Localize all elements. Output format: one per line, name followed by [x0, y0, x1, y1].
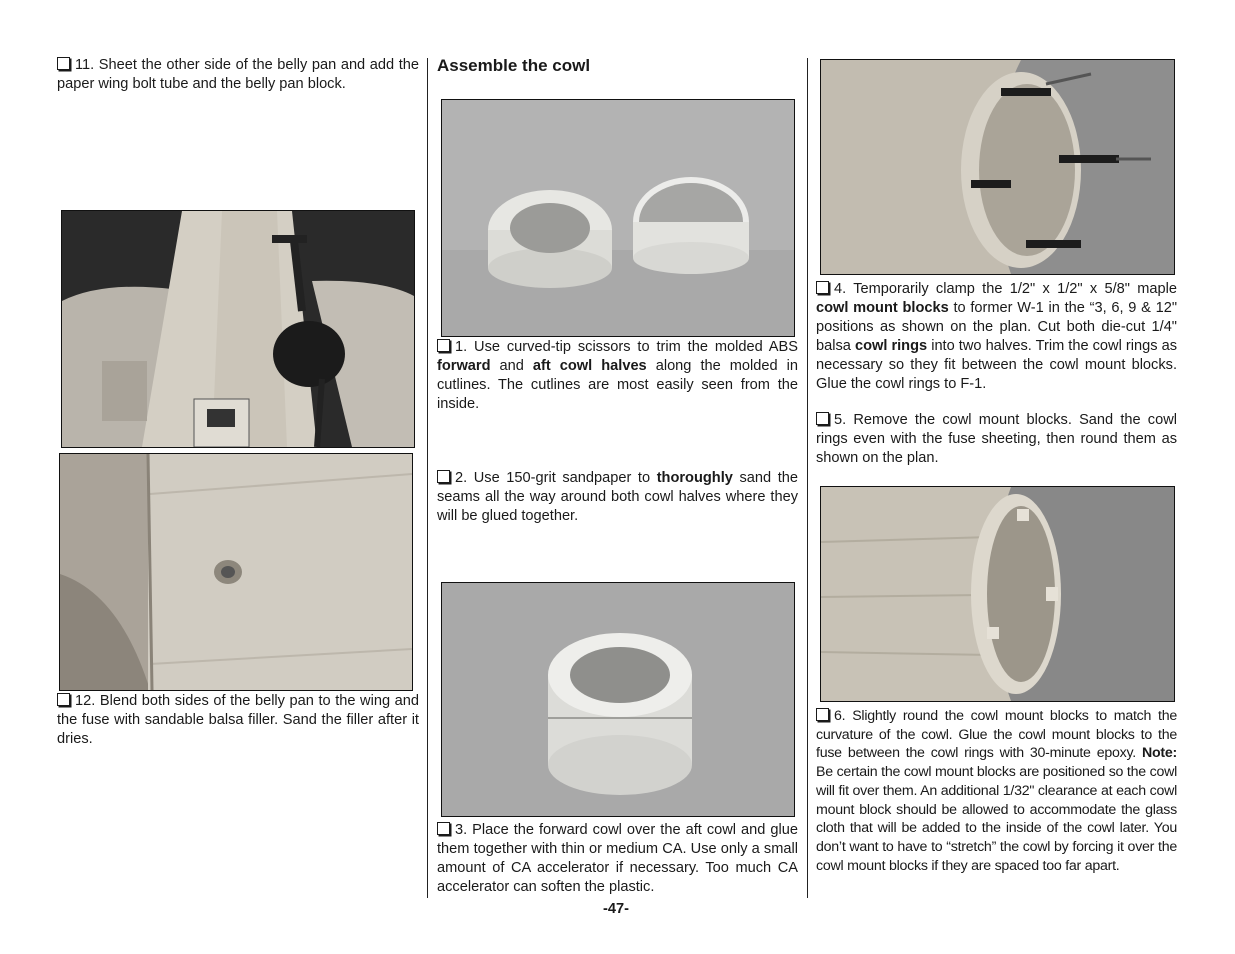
belly-pan-photo-image [62, 211, 414, 447]
photo-belly-pan-blended [59, 453, 413, 691]
step-1-forward: forward [437, 357, 491, 374]
checkbox-icon[interactable] [437, 470, 450, 483]
step-4-text-mid: to former W-1 in the “3, 6, 9 & 12" positions as shown on the plan. Cut both die-cut 1/4" balsa [816, 299, 1177, 354]
step-1-text-mid: and [490, 357, 533, 374]
step-1-text: 1. Use curved-tip scissors to trim the molded ABS [455, 339, 798, 355]
step-4 [816, 280, 1177, 393]
checkbox-icon[interactable] [57, 693, 70, 706]
step-4-cowl-mount-blocks: cowl mount blocks [816, 299, 949, 316]
step-1-aft-cowl: aft cowl halves [532, 357, 647, 374]
checkbox-icon[interactable] [437, 339, 450, 352]
step-11-text: 11. Sheet the other side of the belly pan and add the paper wing bolt tube and the belly pan block. [57, 57, 419, 92]
photo-cowl-rings-glued [820, 486, 1175, 702]
checkbox-icon[interactable] [816, 708, 829, 721]
photo-belly-pan-top [61, 210, 415, 448]
step-6 [816, 707, 1177, 875]
step-12-text: 12. Blend both sides of the belly pan to the wing and the fuse with sandable balsa filler. Sand the filler after it dries. [57, 693, 419, 747]
page-number: -47- [603, 901, 629, 917]
step-3-text: 3. Place the forward cowl over the aft cowl and glue them together with thin or medium CA. Use only a small amount of CA accelerator if necessary. Too much CA accelerator can soften the plastic. [437, 822, 798, 895]
step-11 [57, 56, 419, 94]
step-2-text: 2. Use 150-grit sandpaper to [455, 470, 657, 486]
step-6-text: 6. Slightly round the cowl mount blocks to match the curvature of the cowl. Glue the cowl mount blocks to the fuse between the cowl rings with 30-minute epoxy. [816, 708, 1177, 762]
step-3 [437, 821, 798, 897]
step-2 [437, 469, 798, 526]
checkbox-icon[interactable] [816, 281, 829, 294]
step-6-note: Note: [1141, 745, 1177, 762]
step-6-text-end: Be certain the cowl mount blocks are positioned so the cowl will fit over them. An additional 1/32" clearance at each cowl mount block should be allowed to accommodate the glass cloth that will be added to the inside of the cowl later. You don’t want to have to “stretch” the cowl by forcing it over the cowl mount blocks if they are spaced too far apart. [816, 764, 1177, 874]
belly-pan-blended-image [60, 454, 412, 690]
cowl-rings-glued-image [821, 487, 1174, 701]
step-1 [437, 338, 798, 414]
checkbox-icon[interactable] [437, 822, 450, 835]
step-5 [816, 411, 1177, 468]
step-4-text-end: into two halves. Trim the cowl rings as necessary so they fit between the cowl mount blocks. Glue the cowl rings to F-1. [816, 337, 1178, 392]
cowl-halves-image [442, 100, 794, 336]
step-12 [57, 692, 419, 749]
step-2-text-end: sand the seams all the way around both cowl halves where they will be glued together. [437, 470, 798, 524]
step-2-thoroughly: thoroughly [656, 470, 733, 486]
cowl-blocks-clamped-image [821, 60, 1174, 274]
step-4-cowl-rings: cowl rings [854, 337, 928, 354]
column-divider-left [427, 58, 428, 898]
step-1-text-end: along the molded in cutlines. The cutlines are most easily seen from the inside. [437, 357, 798, 412]
photo-cowl-blocks-clamped [820, 59, 1175, 275]
photo-cowl-halves [441, 99, 795, 337]
checkbox-icon[interactable] [57, 57, 70, 70]
step-5-text: 5. Remove the cowl mount blocks. Sand the cowl rings even with the fuse sheeting, then round them as shown on the plan. [816, 412, 1177, 466]
photo-cowl-joined [441, 582, 795, 817]
step-4-text: 4. Temporarily clamp the 1/2" x 1/2" x 5/8" maple [834, 281, 1177, 297]
column-divider-right [807, 58, 808, 898]
checkbox-icon[interactable] [816, 412, 829, 425]
cowl-joined-image [442, 583, 794, 816]
section-heading: Assemble the cowl [437, 56, 591, 75]
